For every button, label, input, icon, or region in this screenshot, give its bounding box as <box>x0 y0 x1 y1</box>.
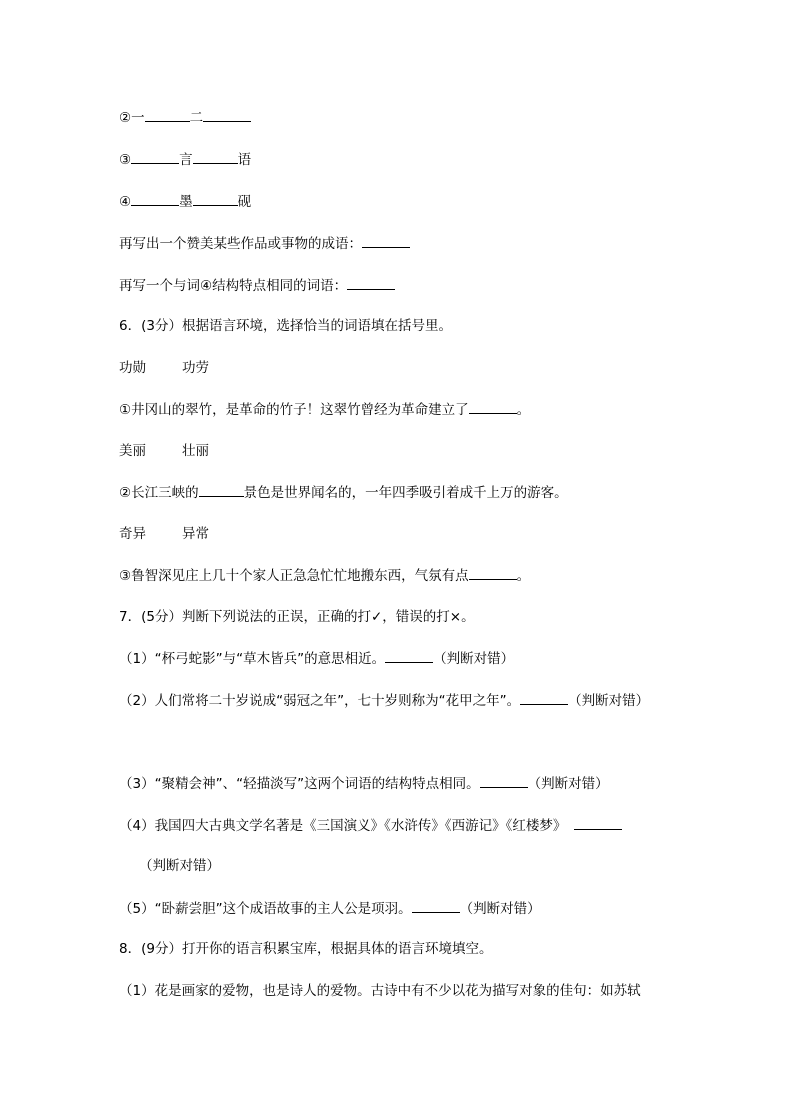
word-option: 功劳 <box>182 360 209 376</box>
line-text: ②长江三峡的 <box>119 485 199 501</box>
line-text: （4）我国四大古典文学名著是《三国演义》《水浒传》《西游记》《红楼梦》 <box>119 818 567 834</box>
answer-blank[interactable] <box>131 150 179 164</box>
line-text: ③ <box>119 152 132 168</box>
line-text: （判断对错） <box>527 776 609 792</box>
line-text: ②一 <box>119 110 145 126</box>
answer-blank[interactable] <box>469 566 517 580</box>
question-7-title <box>119 608 475 626</box>
line-text: 言 <box>179 152 193 168</box>
line-text: 二 <box>189 110 204 126</box>
line-text: 墨 <box>179 194 193 210</box>
line-text: ①井冈山的翠竹，是革命的竹子！这翠竹曾经为革命建立了 <box>119 402 469 418</box>
question-6-title <box>119 317 452 335</box>
answer-blank[interactable] <box>193 192 238 206</box>
judgment-4-suffix <box>139 857 220 875</box>
question-text: 6．(3分）根据语言环境，选择恰当的词语填在括号里。 <box>119 318 452 334</box>
answer-blank[interactable] <box>574 816 622 830</box>
idiom-fill-line-3 <box>119 150 251 168</box>
judgment-3 <box>119 774 609 792</box>
word-option: 美丽 <box>119 443 146 459</box>
line-text: 语 <box>237 152 252 168</box>
line-text: 再写出一个赞美某些作品或事物的成语： <box>119 236 362 252</box>
praise-idiom-prompt <box>119 234 410 252</box>
idiom-fill-line-2 <box>119 108 251 126</box>
sentence-2 <box>119 483 568 501</box>
line-text: （3）“聚精会神”、“轻描淡写”这两个词语的结构特点相同。 <box>119 776 480 792</box>
sentence-1 <box>119 400 530 418</box>
line-text: 。 <box>516 568 531 584</box>
judgment-2 <box>119 691 649 709</box>
word-option: 壮丽 <box>182 443 209 459</box>
line-text: 砚 <box>237 194 252 210</box>
answer-blank[interactable] <box>362 234 410 248</box>
answer-blank[interactable] <box>385 649 433 663</box>
line-text: （5）“卧薪尝胆”这个成语故事的主人公是项羽。 <box>119 901 412 917</box>
line-text: （判断对错） <box>459 901 541 917</box>
answer-blank[interactable] <box>145 108 190 122</box>
line-text: ④ <box>119 194 132 210</box>
question-8-part-1 <box>119 982 641 1000</box>
question-text: 8．(9分）打开你的语言积累宝库，根据具体的语言环境填空。 <box>119 941 493 957</box>
question-text: 7．(5分）判断下列说法的正误，正确的打✓，错误的打×。 <box>119 609 475 625</box>
same-structure-prompt <box>119 276 395 294</box>
word-options-3 <box>119 525 209 543</box>
answer-blank[interactable] <box>199 483 244 497</box>
line-text: （判断对错） <box>568 693 650 709</box>
line-text: （判断对错） <box>139 858 220 874</box>
judgment-4 <box>119 816 622 834</box>
answer-blank[interactable] <box>520 691 568 705</box>
answer-blank[interactable] <box>131 192 179 206</box>
line-text: （1）花是画家的爱物，也是诗人的爱物。古诗中有不少以花为描写对象的佳句：如苏轼 <box>119 983 641 999</box>
idiom-fill-line-4 <box>119 192 251 210</box>
line-text: （2）人们常将二十岁说成“弱冠之年”，七十岁则称为“花甲之年”。 <box>119 693 521 709</box>
line-text: 景色是世界闻名的，一年四季吸引着成千上万的游客。 <box>243 485 568 501</box>
answer-blank[interactable] <box>412 899 460 913</box>
answer-blank[interactable] <box>469 400 517 414</box>
word-option: 功勋 <box>119 360 146 376</box>
line-text: 再写一个与词④结构特点相同的词语： <box>119 278 348 294</box>
answer-blank[interactable] <box>347 276 395 290</box>
line-text: （1）“杯弓蛇影”与“草木皆兵”的意思相近。 <box>119 651 386 667</box>
answer-blank[interactable] <box>480 774 528 788</box>
answer-blank[interactable] <box>203 108 251 122</box>
line-text: （判断对错） <box>433 651 515 667</box>
question-8-title <box>119 940 492 958</box>
line-text: 。 <box>516 402 531 418</box>
judgment-1 <box>119 649 514 667</box>
sentence-3 <box>119 566 530 584</box>
word-option: 奇异 <box>119 526 146 542</box>
judgment-5 <box>119 899 541 917</box>
word-options-1 <box>119 359 209 377</box>
word-option: 异常 <box>182 526 209 542</box>
answer-blank[interactable] <box>193 150 238 164</box>
word-options-2 <box>119 442 209 460</box>
line-text: ③鲁智深见庄上几十个家人正急急忙忙地搬东西，气氛有点 <box>119 568 469 584</box>
